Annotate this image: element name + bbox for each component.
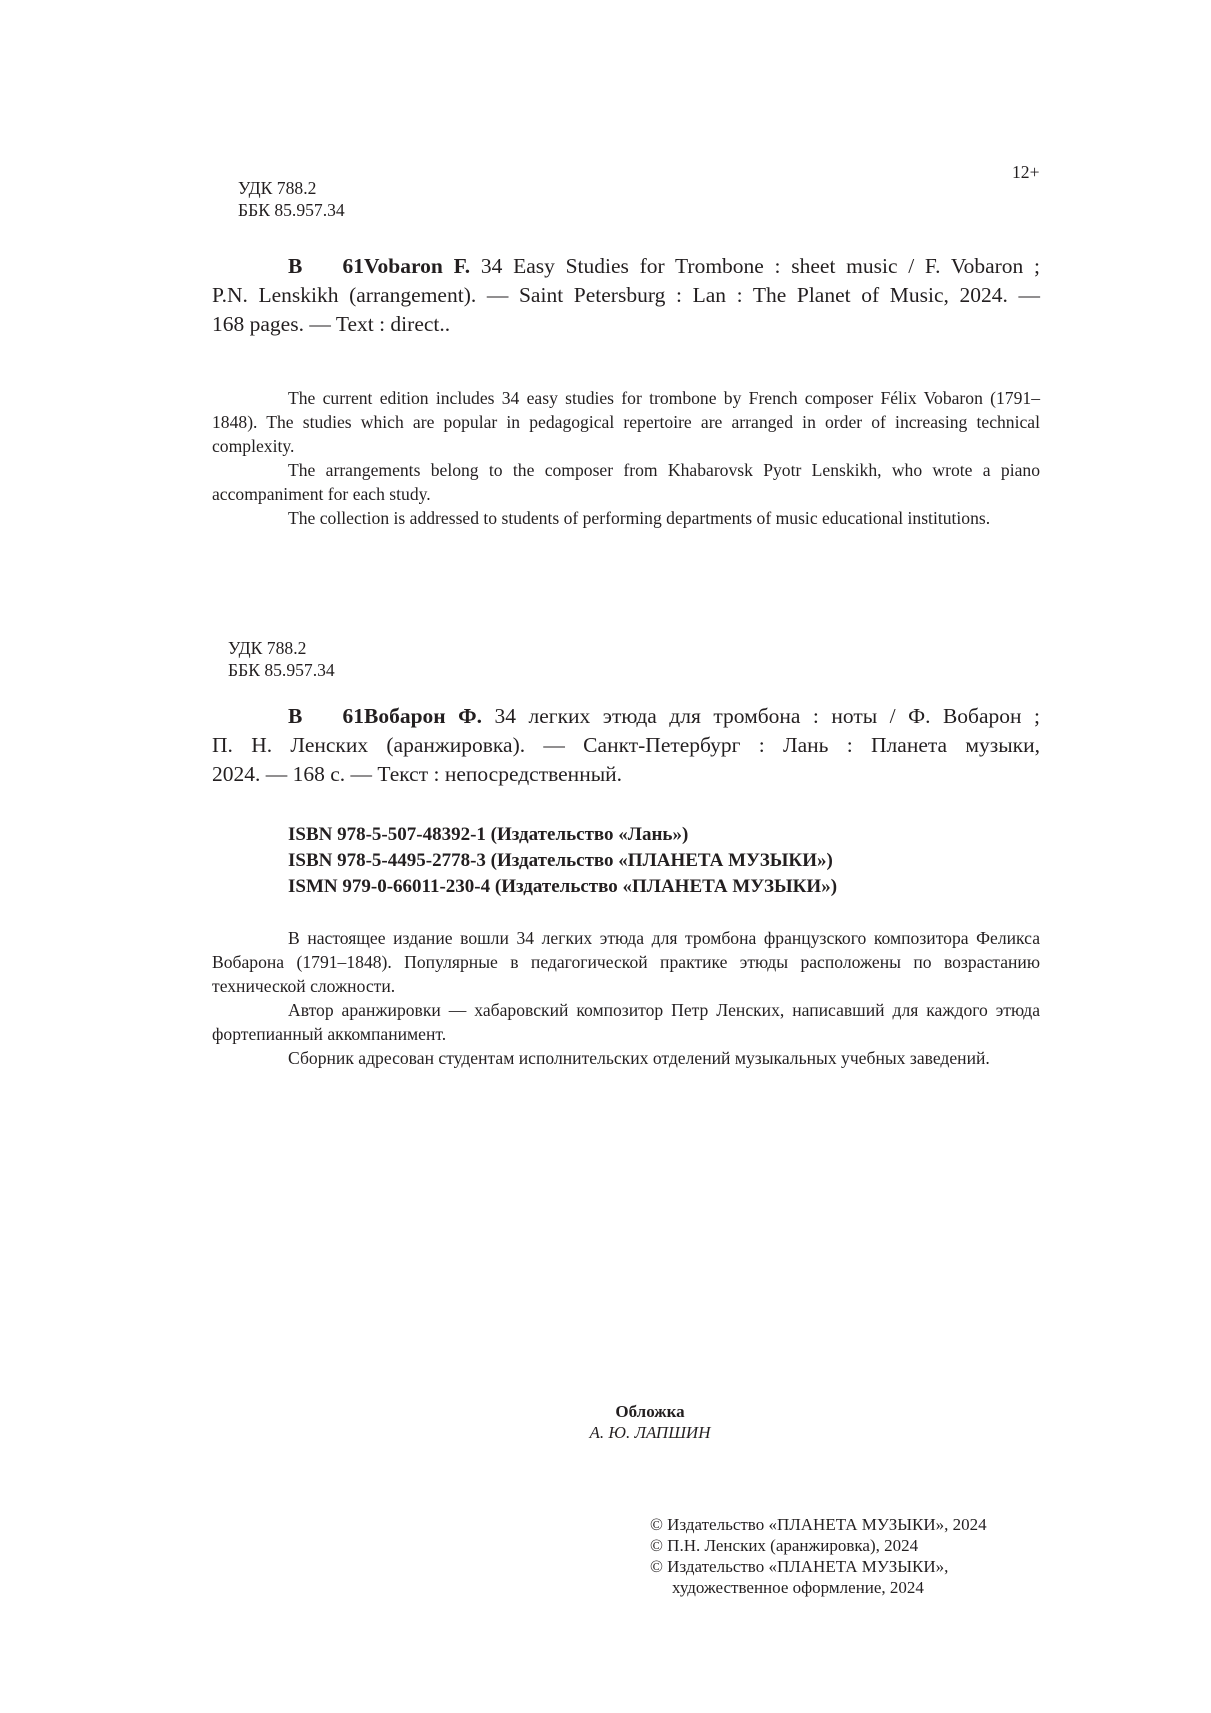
isbn-line: ISBN 978-5-507-48392-1 (Издательство «Лань») <box>288 824 689 845</box>
ru-bibliographic-entry <box>212 702 1040 789</box>
copyright-line: художественное оформление, 2024 <box>672 1578 924 1597</box>
en-entry-line-1 <box>212 252 1040 281</box>
en-bbk: ББК 85.957.34 <box>238 200 345 220</box>
ru-entry-title: 34 легких этюда для тромбона : ноты / Ф. Вобарон ; <box>482 704 1040 728</box>
cover-artist: А. Ю. ЛАПШИН <box>589 1423 711 1442</box>
ru-annotation <box>212 926 1040 1070</box>
copyright-line: © Издательство «ПЛАНЕТА МУЗЫКИ», 2024 <box>650 1515 987 1534</box>
ru-annotation-p3: Сборник адресован студентам исполнительских отделений музыкальных учебных заведений. <box>288 1048 990 1068</box>
copyright-block <box>650 1514 987 1598</box>
ru-entry-line-3: 2024. — 168 с. — Текст : непосредственный. <box>212 762 623 786</box>
en-author: Vobaron F. <box>364 254 471 278</box>
en-entry-line-2: P.N. Lenskikh (arrangement). — Saint Petersburg : Lan : The Planet of Music, 2024. — <box>212 283 1040 307</box>
ru-annotation-p1: В настоящее издание вошли 34 легких этюда для тромбона французского композитора Феликса Вобарона (1791–1848). Популярные в педагогической практике этюды расположены по возрастанию технической сложности. <box>212 928 1040 996</box>
cover-credit <box>500 1401 800 1443</box>
en-bibliographic-entry <box>212 252 1040 339</box>
en-annotation <box>212 386 1040 530</box>
age-rating: 12+ <box>1012 162 1040 182</box>
cover-label: Обложка <box>615 1402 685 1421</box>
copyright-line: © П.Н. Ленских (аранжировка), 2024 <box>650 1536 919 1555</box>
en-entry-title: 34 Easy Studies for Trombone : sheet music / F. Vobaron ; <box>470 254 1041 278</box>
ru-author: Вобарон Ф. <box>364 704 483 728</box>
ru-annotation-p2: Автор аранжировки — хабаровский композитор Петр Ленских, написавший для каждого этюда фортепианный аккомпанимент. <box>212 1000 1040 1044</box>
en-annotation-p1: The current edition includes 34 easy studies for trombone by French composer Félix Vobaron (1791–1848). The studies which are popular in pedagogical repertoire are arranged in order of increasing technical complexity. <box>212 388 1040 456</box>
ru-udk: УДК 788.2 <box>228 638 307 658</box>
ismn-line: ISMN 979-0-66011-230-4 (Издательство «ПЛАНЕТА МУЗЫКИ») <box>288 876 838 897</box>
en-classification-code: В 61 <box>288 254 364 278</box>
en-annotation-p3: The collection is addressed to students of performing departments of music educational institutions. <box>288 508 991 528</box>
en-entry-line-3: 168 pages. — Text : direct.. <box>212 312 451 336</box>
ru-entry-line-1 <box>212 702 1040 731</box>
copyright-line: © Издательство «ПЛАНЕТА МУЗЫКИ», <box>650 1557 949 1576</box>
isbn-line: ISBN 978-5-4495-2778-3 (Издательство «ПЛАНЕТА МУЗЫКИ») <box>288 850 833 871</box>
isbn-list <box>288 822 837 900</box>
en-annotation-p2: The arrangements belong to the composer from Khabarovsk Pyotr Lenskikh, who wrote a piano accompaniment for each study. <box>212 460 1040 504</box>
en-udk: УДК 788.2 <box>238 178 317 198</box>
ru-classification-code: В 61 <box>288 704 364 728</box>
ru-entry-line-2: П. Н. Ленских (аранжировка). — Санкт-Петербург : Лань : Планета музыки, <box>212 733 1040 757</box>
ru-bbk: ББК 85.957.34 <box>228 660 335 680</box>
